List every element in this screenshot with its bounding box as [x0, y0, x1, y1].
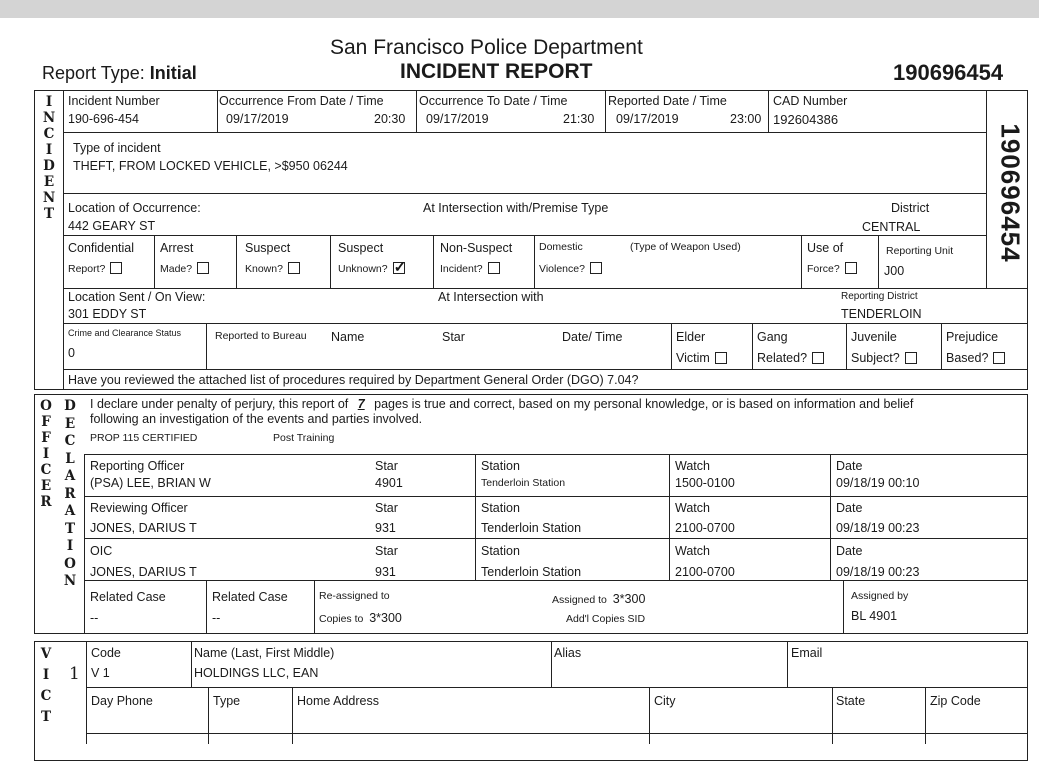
- crime-status-value: 0: [68, 346, 75, 360]
- report-title: INCIDENT REPORT: [400, 60, 593, 83]
- reporting-officer-station: Tenderloin Station: [481, 477, 566, 489]
- report-type-value: Initial: [149, 63, 197, 83]
- use-of-force-label: Use of: [807, 241, 844, 255]
- victim-code-value: V 1: [91, 666, 110, 680]
- related-case-2-value: --: [212, 611, 221, 625]
- non-suspect-label: Non-Suspect: [440, 241, 513, 255]
- occurrence-to-date: 09/17/2019: [426, 112, 489, 126]
- phone-type-label: Type: [213, 694, 241, 708]
- crime-status-label: Crime and Clearance Status: [68, 328, 182, 338]
- state-label: State: [836, 694, 866, 708]
- arrest-checkbox[interactable]: Made?: [160, 262, 209, 275]
- reporting-district-label: Reporting District: [841, 291, 918, 302]
- dgo-question: Have you reviewed the attached list of procedures required by Department General Order (DGO) 7.04?: [68, 373, 639, 387]
- reported-time: 23:00: [730, 112, 762, 126]
- copies-to: Copies to 3*300: [319, 611, 402, 625]
- gang-label: Gang: [757, 330, 788, 344]
- weapon-label: (Type of Weapon Used): [630, 241, 741, 253]
- cad-number-label: CAD Number: [773, 94, 848, 108]
- related-case-2-label: Related Case: [212, 590, 288, 604]
- oic-label: OIC: [90, 544, 113, 558]
- oic-star-label: Star: [375, 544, 398, 558]
- victim-number: 1: [69, 664, 80, 684]
- incident-number-label: Incident Number: [68, 94, 160, 108]
- reporting-officer-date-label: Date: [836, 459, 863, 473]
- reviewing-officer-station-label: Station: [481, 501, 520, 515]
- incident-type-label: Type of incident: [73, 141, 161, 155]
- suspect-unknown-label: Suspect: [338, 241, 384, 255]
- reporting-officer-star: 4901: [375, 476, 403, 490]
- suspect-unknown-box-checked[interactable]: [393, 262, 405, 274]
- department-name: San Francisco Police Department: [330, 36, 643, 59]
- victim-side-label: V I C T: [40, 646, 52, 725]
- declaration-text-line2: following an investigation of the events and parties involved.: [90, 412, 423, 426]
- oic-station: Tenderloin Station: [481, 565, 582, 579]
- prop-115-certified: PROP 115 CERTIFIED: [90, 432, 198, 444]
- report-type-label: Report Type:: [42, 63, 145, 83]
- bureau-datetime-label: Date/ Time: [562, 330, 623, 344]
- reviewing-officer-star: 931: [375, 521, 396, 535]
- reviewing-officer-station: Tenderloin Station: [481, 521, 582, 535]
- victim-alias-label: Alias: [554, 646, 582, 660]
- day-phone-label: Day Phone: [91, 694, 153, 708]
- prejudice-label: Prejudice: [946, 330, 999, 344]
- confidential-box[interactable]: [110, 262, 122, 274]
- use-of-force-box[interactable]: [845, 262, 857, 274]
- reviewing-officer-star-label: Star: [375, 501, 398, 515]
- related-case-1-label: Related Case: [90, 590, 166, 604]
- oic-station-label: Station: [481, 544, 520, 558]
- arrest-label: Arrest: [160, 241, 194, 255]
- reporting-officer-label: Reporting Officer: [90, 459, 185, 473]
- oic-watch-label: Watch: [675, 544, 710, 558]
- occurrence-to-label: Occurrence To Date / Time: [419, 94, 568, 108]
- report-number: 190696454: [893, 60, 1004, 85]
- suspect-known-box[interactable]: [288, 262, 300, 274]
- page-top-bar: [0, 0, 1039, 18]
- occurrence-from-time: 20:30: [374, 112, 406, 126]
- district-value: CENTRAL: [862, 220, 921, 234]
- declaration-side-label: D E C L A R A T I O N: [63, 398, 77, 589]
- victim-name-value: HOLDINGS LLC, EAN: [194, 666, 319, 680]
- reviewing-officer-name: JONES, DARIUS T: [90, 521, 197, 535]
- reassigned-label: Re-assigned to: [319, 590, 390, 602]
- reviewing-officer-date-label: Date: [836, 501, 863, 515]
- confidential-label: Confidential: [68, 241, 135, 255]
- elder-label: Elder: [676, 330, 706, 344]
- juvenile-box[interactable]: [905, 352, 917, 364]
- domestic-box[interactable]: [590, 262, 602, 274]
- reviewing-officer-label: Reviewing Officer: [90, 501, 188, 515]
- suspect-known-label: Suspect: [245, 241, 291, 255]
- occurrence-from-date: 09/17/2019: [226, 112, 289, 126]
- reporting-unit-value: J00: [884, 264, 905, 278]
- report-type: [42, 63, 197, 84]
- incident-side-label: I N C I D E N T: [42, 94, 56, 222]
- location-sent-label: Location Sent / On View:: [68, 290, 206, 304]
- city-label: City: [654, 694, 676, 708]
- location-value: 442 GEARY ST: [68, 219, 156, 233]
- reviewing-officer-watch: 2100-0700: [675, 521, 735, 535]
- domestic-checkbox[interactable]: Violence?: [539, 262, 602, 275]
- reporting-officer-watch: 1500-0100: [675, 476, 735, 490]
- oic-watch: 2100-0700: [675, 565, 735, 579]
- incident-grid: [63, 90, 1028, 390]
- oic-star: 931: [375, 565, 396, 579]
- juvenile-checkbox[interactable]: Subject?: [851, 351, 917, 365]
- intersection-label: At Intersection with: [438, 290, 544, 304]
- reported-date: 09/17/2019: [616, 112, 679, 126]
- reported-label: Reported Date / Time: [608, 94, 727, 108]
- elder-box[interactable]: [715, 352, 727, 364]
- officer-side-label: O F F I C E R: [40, 398, 52, 510]
- reporting-officer-station-label: Station: [481, 459, 520, 473]
- related-case-1-value: --: [90, 611, 99, 625]
- occurrence-from-label: Occurrence From Date / Time: [219, 94, 384, 108]
- use-of-force-checkbox[interactable]: Force?: [807, 262, 857, 275]
- reporting-officer-watch-label: Watch: [675, 459, 710, 473]
- victim-email-label: Email: [791, 646, 823, 660]
- addl-copies: Add'l Copies SID: [566, 613, 646, 625]
- reviewing-officer-date: 09/18/19 00:23: [836, 521, 920, 535]
- district-label: District: [891, 201, 930, 215]
- oic-date: 09/18/19 00:23: [836, 565, 920, 579]
- location-label: Location of Occurrence:: [68, 201, 201, 215]
- reporting-officer-name: (PSA) LEE, BRIAN W: [90, 476, 211, 490]
- arrest-box[interactable]: [197, 262, 209, 274]
- bureau-name-label: Name: [331, 330, 365, 344]
- non-suspect-box[interactable]: [488, 262, 500, 274]
- confidential-checkbox[interactable]: Report?: [68, 262, 122, 275]
- juvenile-label: Juvenile: [851, 330, 897, 344]
- prejudice-checkbox[interactable]: Based?: [946, 351, 1005, 365]
- domestic-label: Domestic: [539, 241, 583, 253]
- assigned-by-value: BL 4901: [851, 609, 898, 623]
- bureau-star-label: Star: [442, 330, 465, 344]
- suspect-known-checkbox[interactable]: Known?: [245, 262, 300, 275]
- non-suspect-checkbox[interactable]: Incident?: [440, 262, 500, 275]
- victim-name-label: Name (Last, First Middle): [194, 646, 335, 660]
- location-sent-value: 301 EDDY ST: [68, 307, 147, 321]
- home-address-label: Home Address: [297, 694, 379, 708]
- cad-number-value: 192604386: [773, 112, 839, 127]
- reporting-officer-date: 09/18/19 00:10: [836, 476, 920, 490]
- incident-type-value: THEFT, FROM LOCKED VEHICLE, >$950 06244: [73, 159, 348, 173]
- post-training: Post Training: [273, 432, 335, 444]
- incident-number-value: 190-696-454: [68, 112, 139, 126]
- assigned-to: Assigned to 3*300: [552, 592, 646, 606]
- occurrence-to-time: 21:30: [563, 112, 595, 126]
- reporting-district-value: TENDERLOIN: [841, 307, 922, 321]
- victim-code-label: Code: [91, 646, 121, 660]
- vertical-report-number: 190696454: [995, 123, 1026, 263]
- zip-code-label: Zip Code: [930, 694, 981, 708]
- declaration-text-line1: I declare under penalty of perjury, this report of 7 pages is true and correct, based on my personal knowledge, or is based on information and belief: [90, 397, 914, 411]
- premise-type-label: At Intersection with/Premise Type: [423, 201, 609, 215]
- reviewing-officer-watch-label: Watch: [675, 501, 710, 515]
- reporting-unit-label: Reporting Unit: [886, 245, 954, 257]
- elder-checkbox[interactable]: Victim: [676, 351, 727, 365]
- gang-checkbox[interactable]: Related?: [757, 351, 824, 365]
- suspect-unknown-checkbox[interactable]: Unknown?✓: [338, 262, 405, 275]
- gang-box[interactable]: [812, 352, 824, 364]
- reported-to-bureau-label: Reported to Bureau: [215, 330, 307, 342]
- oic-name: JONES, DARIUS T: [90, 565, 197, 579]
- assigned-by-label: Assigned by: [851, 590, 909, 602]
- page-count: 7: [357, 397, 365, 411]
- reporting-officer-star-label: Star: [375, 459, 398, 473]
- prejudice-box[interactable]: [993, 352, 1005, 364]
- oic-date-label: Date: [836, 544, 863, 558]
